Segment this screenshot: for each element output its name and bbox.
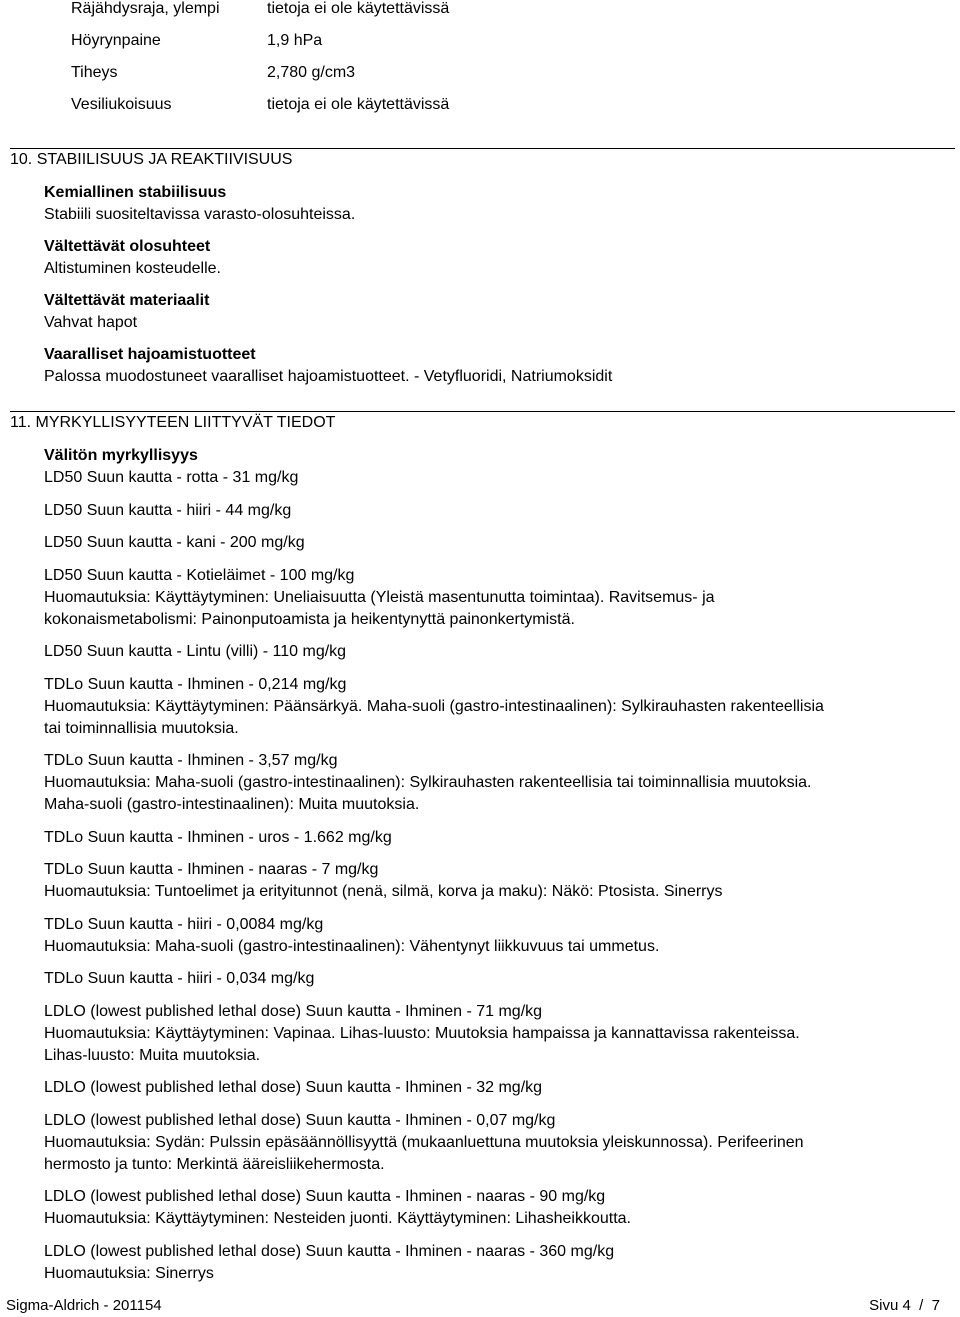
- toxicity-note: Huomautuksia: Sinerrys: [44, 1264, 214, 1282]
- toxicity-entry: [44, 565, 960, 631]
- toxicity-value: LDLO (lowest published lethal dose) Suun kautta - Ihminen - naaras - 360 mg/kg: [44, 1242, 615, 1260]
- toxicity-value: TDLo Suun kautta - hiiri - 0,034 mg/kg: [44, 970, 315, 987]
- property-label: Räjähdysraja, ylempi: [71, 0, 220, 17]
- toxicity-entry: [44, 750, 960, 816]
- toxicity-value: TDLo Suun kautta - Ihminen - naaras - 7 mg/kg: [44, 861, 379, 878]
- subsection-heading: Vaaralliset hajoamistuotteet: [44, 346, 256, 363]
- toxicity-value: TDLo Suun kautta - Ihminen - 0,214 mg/kg: [44, 675, 347, 693]
- toxicity-note: Huomautuksia: Käyttäytyminen: Päänsärkyä. Maha-suoli (gastro-intestinaalinen): Sylkirauhasten rakenteellisia: [44, 697, 824, 715]
- footer-page-number: Sivu 4 / 7: [869, 1297, 940, 1314]
- materials-block: [44, 290, 960, 344]
- section-11-title: 11. MYRKYLLISYYTEEN LIITTYVÄT TIEDOT: [10, 414, 336, 431]
- section-10-title: 10. STABIILISUUS JA REAKTIIVISUUS: [10, 151, 293, 168]
- toxicity-entry: [44, 500, 960, 522]
- property-value: 2,780 g/cm3: [267, 64, 356, 81]
- toxicity-note: tai toiminnallisia muutoksia.: [44, 719, 239, 737]
- toxicity-entry: [44, 968, 960, 990]
- decomposition-block: [44, 344, 960, 398]
- subsection-heading: Vältettävät materiaalit: [44, 292, 210, 309]
- toxicity-value: TDLo Suun kautta - Ihminen - 3,57 mg/kg: [44, 752, 338, 769]
- footer-company: Sigma-Aldrich - 201154: [6, 1297, 162, 1314]
- toxicity-entry: [44, 859, 960, 903]
- subsection-heading: Välitön myrkyllisyys: [44, 447, 198, 464]
- section-10-content: [44, 182, 960, 398]
- property-value: 1,9 hPa: [267, 32, 323, 49]
- toxicity-note: Huomautuksia: Sydän: Pulssin epäsäännöllisyyttä (mukaanluettuna muutoksia yleiskunnossa). Perifeerinen: [44, 1133, 804, 1151]
- toxicity-value: TDLo Suun kautta - Ihminen - uros - 1.662 mg/kg: [44, 828, 392, 846]
- conditions-block: [44, 236, 960, 290]
- toxicity-value: LD50 Suun kautta - Lintu (villi) - 110 mg/kg: [44, 643, 347, 660]
- toxicity-note: Lihas-luusto: Muita muutoksia.: [44, 1046, 261, 1064]
- toxicity-note: Huomautuksia: Maha-suoli (gastro-intestinaalinen): Sylkirauhasten rakenteellisia tai toiminnallisia muutoksia.: [44, 774, 812, 791]
- toxicity-entry: [44, 674, 960, 740]
- toxicity-entry: [44, 1110, 960, 1176]
- subsection-text: Altistuminen kosteudelle.: [44, 260, 221, 277]
- toxicity-entry: [44, 532, 960, 554]
- toxicity-note: hermosto ja tunto: Merkintä ääreisliikehermosta.: [44, 1155, 385, 1173]
- toxicity-entry: [44, 1001, 960, 1067]
- toxicity-note: Huomautuksia: Käyttäytyminen: Vapinaa. Lihas-luusto: Muutoksia hampaissa ja kannattavissa rakenteissa.: [44, 1024, 800, 1042]
- subsection-text: Stabiili suositeltavissa varasto-olosuhteissa.: [44, 206, 356, 223]
- toxicity-entries: [44, 467, 960, 1285]
- toxicity-value: LD50 Suun kautta - kani - 200 mg/kg: [44, 534, 305, 551]
- toxicity-value: LDLO (lowest published lethal dose) Suun kautta - Ihminen - 0,07 mg/kg: [44, 1111, 556, 1129]
- subsection-text: Vahvat hapot: [44, 314, 138, 331]
- toxicity-entry: [44, 914, 960, 958]
- toxicity-value: LD50 Suun kautta - rotta - 31 mg/kg: [44, 469, 299, 486]
- toxicity-note: Huomautuksia: Tuntoelimet ja erityitunnot (nenä, silmä, korva ja maku): Näkö: Ptosista. Sinerrys: [44, 883, 723, 900]
- stability-block: [44, 182, 960, 236]
- toxicity-value: LDLO (lowest published lethal dose) Suun kautta - Ihminen - 32 mg/kg: [44, 1079, 543, 1096]
- subsection-heading: Kemiallinen stabiilisuus: [44, 184, 227, 201]
- toxicity-value: LDLO (lowest published lethal dose) Suun kautta - Ihminen - 71 mg/kg: [44, 1002, 543, 1020]
- property-label: Höyrynpaine: [71, 32, 161, 49]
- property-label: Tiheys: [71, 64, 118, 81]
- toxicity-value: LDLO (lowest published lethal dose) Suun kautta - Ihminen - naaras - 90 mg/kg: [44, 1188, 606, 1205]
- toxicity-entry: [44, 1186, 960, 1230]
- toxicity-entry: [44, 827, 960, 849]
- toxicity-value: TDLo Suun kautta - hiiri - 0,0084 mg/kg: [44, 915, 324, 933]
- property-value: tietoja ei ole käytettävissä: [267, 96, 450, 113]
- toxicity-entry: [44, 1077, 960, 1099]
- toxicity-note: kokonaismetabolismi: Painonputoamista ja heikentynyttä painonkertymistä.: [44, 610, 575, 628]
- toxicity-value: LD50 Suun kautta - hiiri - 44 mg/kg: [44, 501, 292, 519]
- toxicity-entry: [44, 467, 960, 489]
- subsection-text: Palossa muodostuneet vaaralliset hajoamistuotteet. - Vetyfluoridi, Natriumoksidit: [44, 368, 613, 385]
- property-label: Vesiliukoisuus: [71, 96, 172, 113]
- toxicity-note: Maha-suoli (gastro-intestinaalinen): Muita muutoksia.: [44, 796, 420, 813]
- toxicity-note: Huomautuksia: Käyttäytyminen: Nesteiden juonti. Käyttäytyminen: Lihasheikkoutta.: [44, 1210, 631, 1227]
- section-11-content: [44, 445, 960, 1295]
- toxicity-entry: [44, 1241, 960, 1285]
- toxicity-note: Huomautuksia: Käyttäytyminen: Uneliaisuutta (Yleistä masentunutta toimintaa). Ravitsemus- ja: [44, 588, 715, 606]
- property-value: tietoja ei ole käytettävissä: [267, 0, 450, 17]
- subsection-heading: Vältettävät olosuhteet: [44, 238, 211, 255]
- toxicity-note: Huomautuksia: Maha-suoli (gastro-intestinaalinen): Vähentynyt liikkuvuus tai ummetus.: [44, 937, 660, 955]
- toxicity-entry: [44, 641, 960, 663]
- toxicity-value: LD50 Suun kautta - Kotieläimet - 100 mg/kg: [44, 566, 355, 584]
